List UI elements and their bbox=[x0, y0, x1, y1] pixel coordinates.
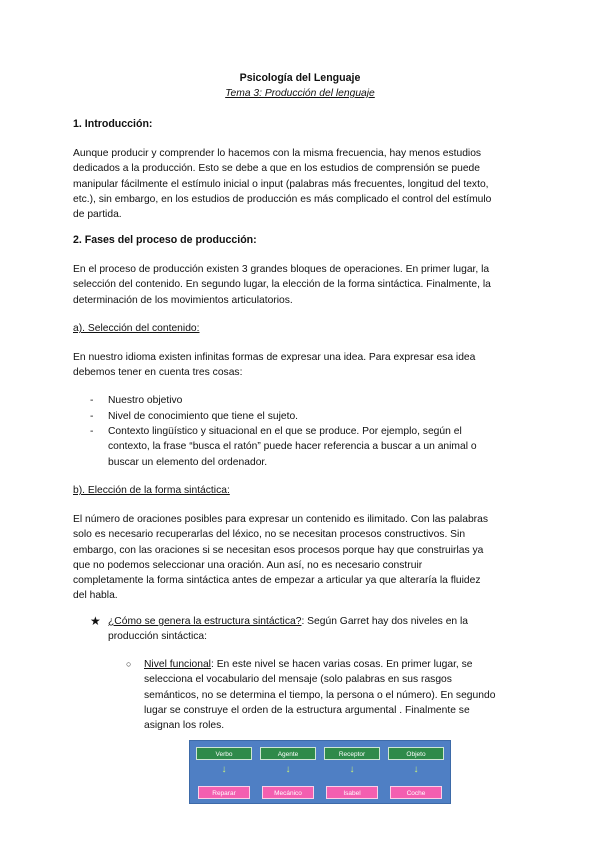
star-icon: ★ bbox=[90, 614, 101, 628]
nivel-funcional-label: Nivel funcional bbox=[144, 659, 211, 670]
down-arrow-icon: ↓ bbox=[221, 764, 227, 775]
paragraph-line: selección del contenido. En segundo lugar, la elección de la forma sintáctica. Finalmente, la bbox=[73, 279, 491, 291]
down-arrow-icon: ↓ bbox=[349, 764, 355, 775]
list-dash: - bbox=[90, 426, 94, 437]
paragraph-line: que no podemos seleccionar una oración. Aun así, no es necesario construir bbox=[73, 559, 423, 571]
paragraph-line: dedicados a la producción. Esto se debe a que en los estudios de comprensión se puede bbox=[73, 163, 481, 175]
circle-icon: ○ bbox=[126, 659, 132, 669]
subsection-heading-forma-sintactica: b). Elección de la forma sintáctica: bbox=[73, 485, 230, 496]
diagram-header-objeto: Objeto bbox=[388, 747, 444, 760]
subsection-heading-seleccion: a). Selección del contenido: bbox=[73, 323, 200, 334]
circle-line: semánticos, no se determina el tiempo, la persona o el número). En segundo bbox=[144, 689, 496, 701]
down-arrow-icon: ↓ bbox=[413, 764, 419, 775]
question-rest: : Según Garret hay dos niveles en la bbox=[301, 616, 469, 627]
paragraph-line: El número de oraciones posibles para expresar un contenido es ilimitado. Con las palabras bbox=[73, 514, 488, 525]
paragraph-introduccion bbox=[73, 146, 533, 222]
diagram-value-reparar: Reparar bbox=[198, 786, 250, 799]
circle-line: selecciona el vocabulario del mensaje (solo palabras en sus rasgos bbox=[144, 674, 452, 686]
paragraph-line: de partida. bbox=[73, 209, 122, 221]
down-arrow-icon: ↓ bbox=[285, 764, 291, 775]
section-heading-fases: 2. Fases del proceso de producción: bbox=[73, 234, 257, 246]
diagram-header-agente: Agente bbox=[260, 747, 316, 760]
list-line: contexto, la frase “busca el ratón” puede hacer referencia a buscar a un animal o bbox=[108, 441, 477, 453]
list-dash: - bbox=[90, 395, 94, 406]
diagram-value-mecanico: Mecánico bbox=[262, 786, 314, 799]
paragraph-line: embargo, con las oraciones si se necesitan esos procesos porque hay que construirlas ya bbox=[73, 544, 484, 556]
paragraph-seleccion bbox=[73, 350, 533, 381]
diagram-value-coche: Coche bbox=[390, 786, 442, 799]
star-line bbox=[108, 614, 528, 629]
paragraph-line: En el proceso de producción existen 3 grandes bloques de operaciones. En primer lugar, la bbox=[73, 264, 490, 275]
section-heading-introduccion: 1. Introducción: bbox=[73, 118, 153, 130]
question-text: ¿Cómo se genera la estructura sintáctica? bbox=[108, 616, 302, 627]
list-line: Nivel de conocimiento que tiene el sujeto. bbox=[108, 411, 299, 422]
paragraph-fases bbox=[73, 262, 533, 308]
diagram-header-receptor: Receptor bbox=[324, 747, 380, 760]
paragraph-line: Aunque producir y comprender lo hacemos con la misma frecuencia, hay menos estudios bbox=[73, 148, 482, 159]
list-dash: - bbox=[90, 411, 94, 422]
list-line: Nuestro objetivo bbox=[108, 395, 183, 406]
paragraph-line: determinación de los movimientos articulatorios. bbox=[73, 294, 293, 306]
nivel-funcional-rest: : En este nivel se hacen varias cosas. En primer lugar, se bbox=[210, 659, 473, 670]
diagram-value-isabel: Isabel bbox=[326, 786, 378, 799]
paragraph-line: completamente la forma sintáctica antes de empezar a articular ya que alteraría la fluidez bbox=[73, 575, 481, 587]
paragraph-line: debemos tener en cuenta tres cosas: bbox=[73, 367, 243, 379]
diagram-header-verbo: Verbo bbox=[196, 747, 252, 760]
document-title: Psicología del Lenguaje bbox=[239, 72, 361, 84]
paragraph-line: del habla. bbox=[73, 590, 118, 602]
paragraph-line: manipular fácilmente el estímulo inicial o input (palabras más frecuentes, longitud del texto, bbox=[73, 178, 489, 190]
roles-diagram bbox=[189, 740, 451, 804]
list-line: buscar un elemento del ordenador. bbox=[108, 456, 268, 468]
circle-line: lugar se construye el orden de la estructura argumental . Finalmente se bbox=[144, 704, 470, 716]
paragraph-line: En nuestro idioma existen infinitas formas de expresar una idea. Para expresar esa idea bbox=[73, 352, 476, 363]
list-line: Contexto lingüístico y situacional en el que se produce. Por ejemplo, según el bbox=[108, 426, 462, 437]
circle-line bbox=[144, 657, 534, 672]
circle-line: asignan los roles. bbox=[144, 720, 225, 732]
paragraph-forma-sintactica bbox=[73, 512, 533, 604]
star-line: producción sintáctica: bbox=[108, 631, 208, 643]
paragraph-line: etc.), sin embargo, en los estudios de producción es más complicado el control del estímulo bbox=[73, 193, 492, 205]
document-subtitle: Tema 3: Producción del lenguaje bbox=[225, 88, 375, 99]
paragraph-line: solo es necesario recuperarlas del léxico, no se necesitan procesos constructivos. Sin bbox=[73, 529, 466, 541]
